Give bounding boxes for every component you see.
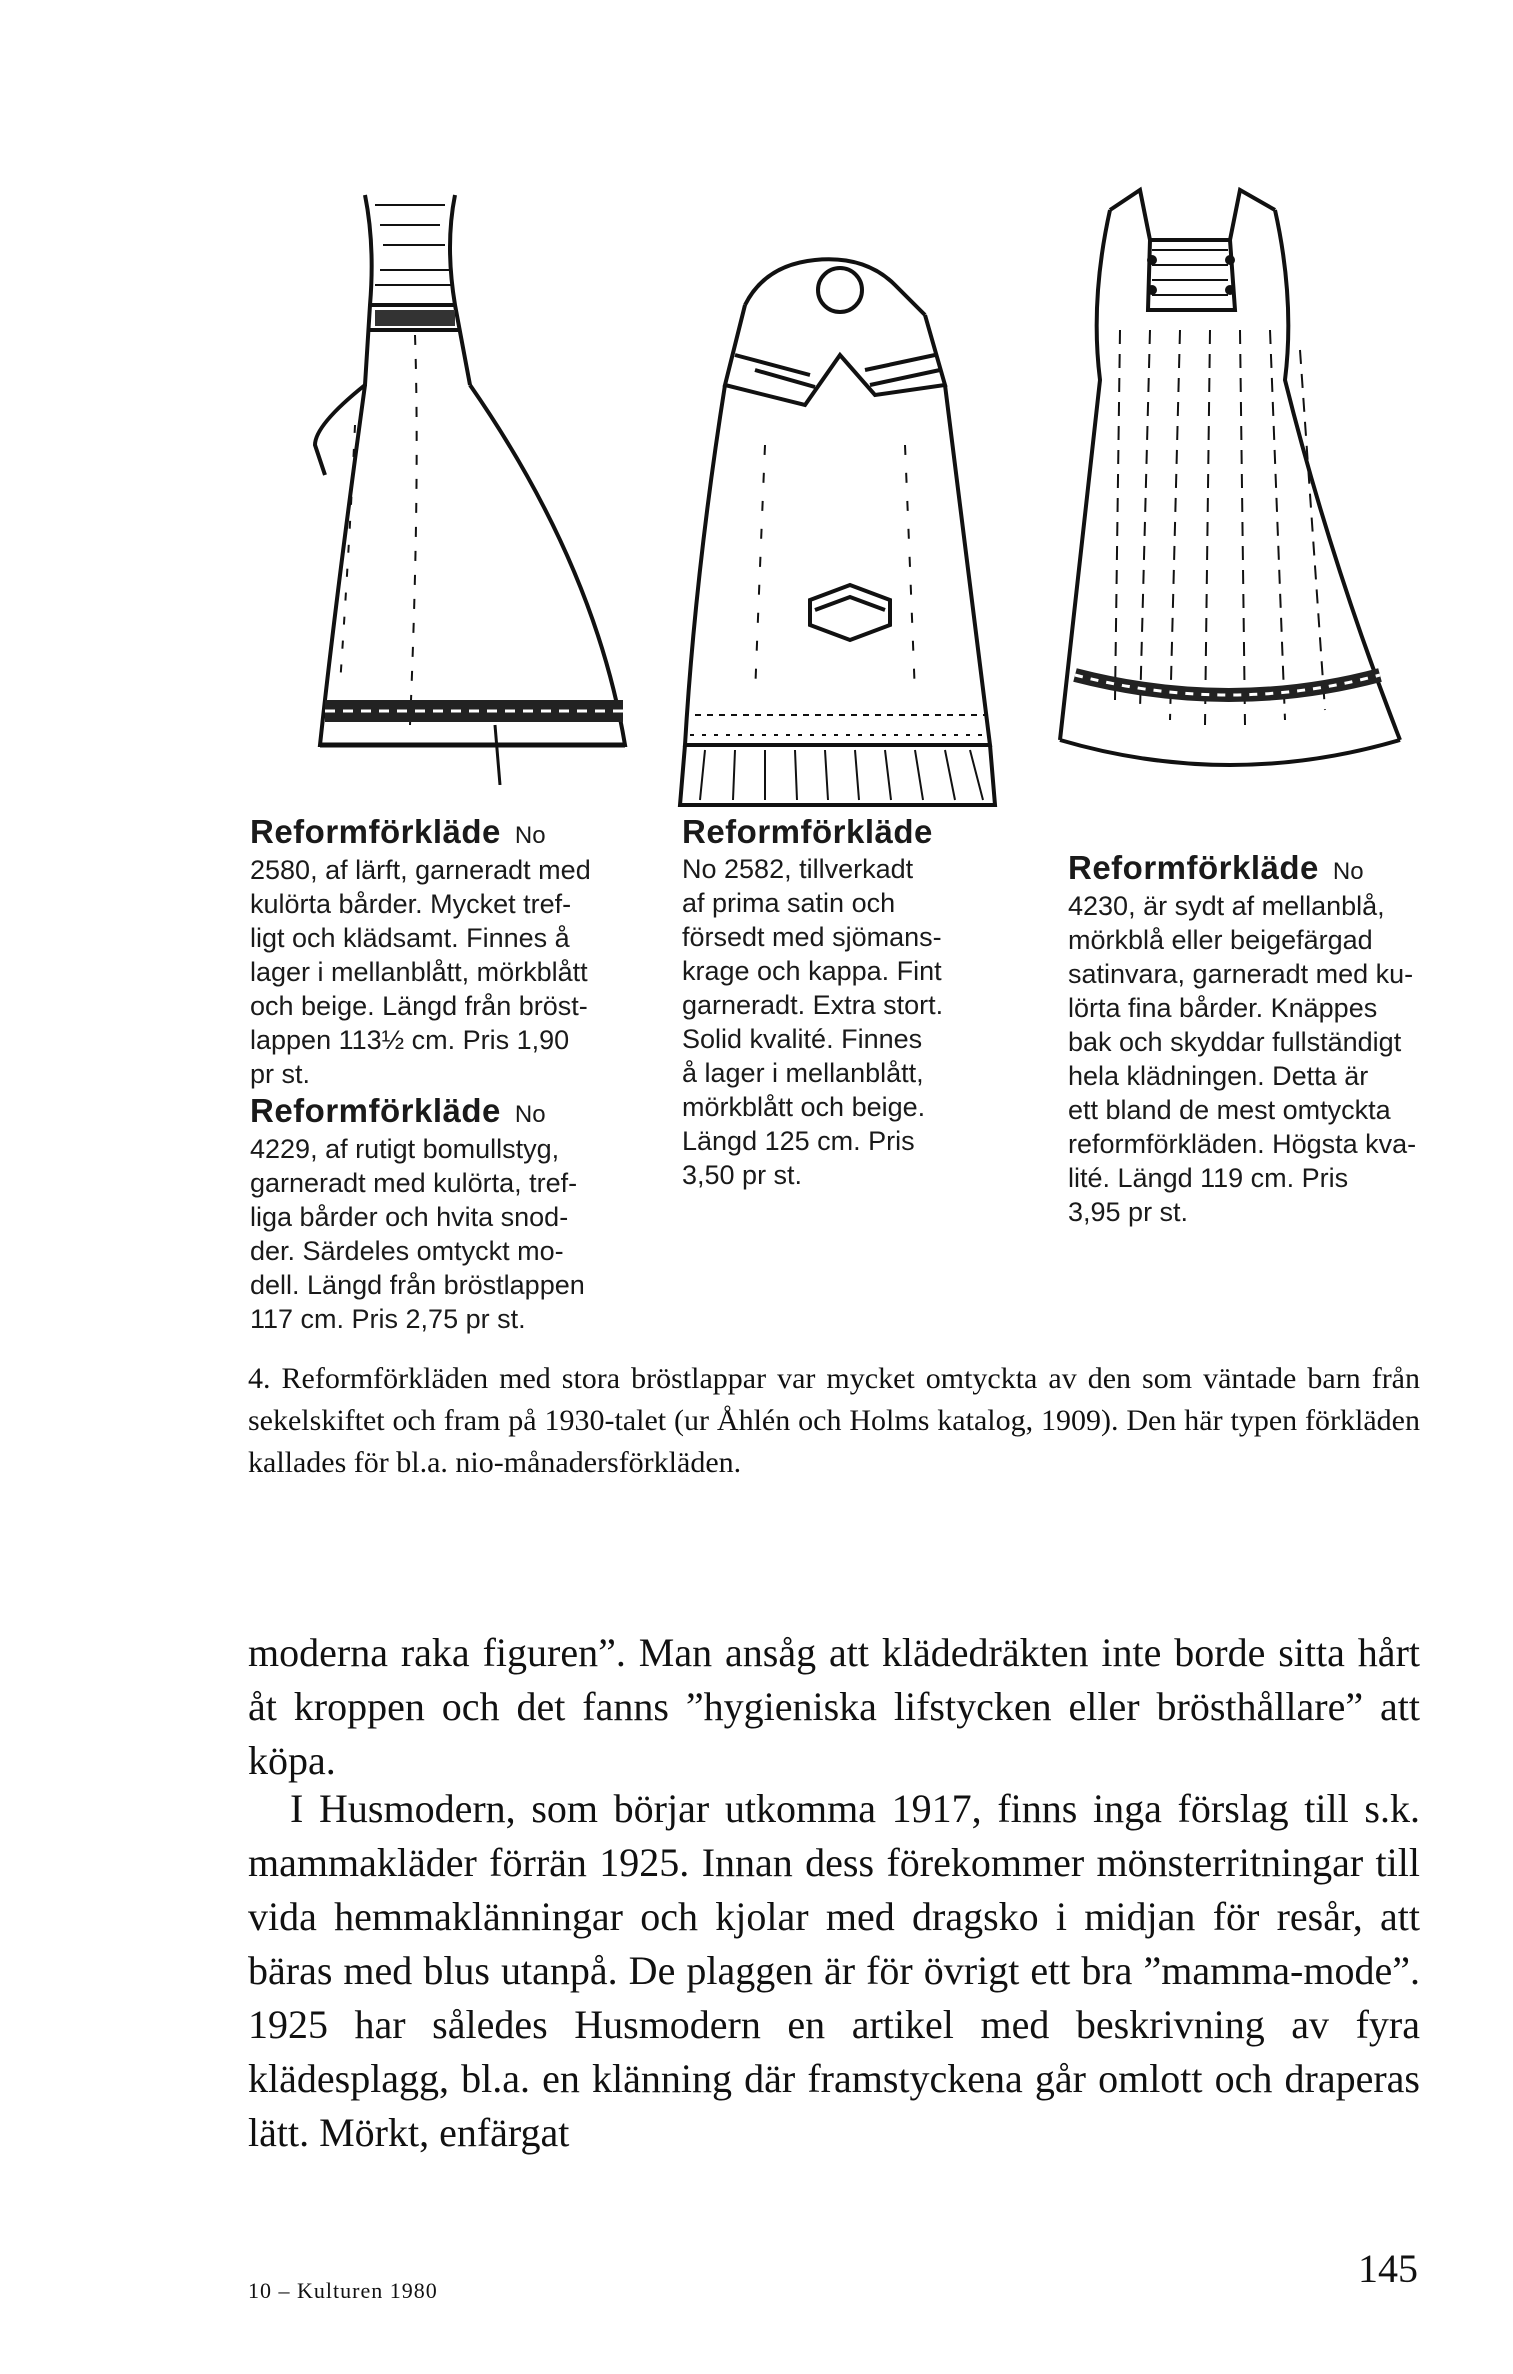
- catalog-line: ett bland de mest omtyckta: [1068, 1095, 1391, 1125]
- catalog-item-number-label: No: [514, 1101, 546, 1128]
- catalog-line: 3,50 pr st.: [682, 1160, 803, 1190]
- catalog-line: försedt med sjömans-: [682, 922, 942, 952]
- catalog-item-title: Reformförkläde: [682, 813, 933, 850]
- catalog-line: reformförkläden. Högsta kva-: [1068, 1129, 1417, 1159]
- catalog-line: ligt och klädsamt. Finnes å: [250, 923, 570, 953]
- catalog-line: 3,95 pr st.: [1068, 1197, 1189, 1227]
- catalog-column-2: [682, 812, 1012, 1192]
- catalog-line: der. Särdeles omtyckt mo-: [250, 1236, 564, 1266]
- catalog-line: garneradt. Extra stort.: [682, 990, 944, 1020]
- figure-caption: 4. Reformförkläden med stora bröstlappar var mycket omtyckta av den som väntade barn från sekelskiftet och fram på 1930-talet (ur Åhlén och Holms katalog, 1909). Den här typen förkläden kallades för bl.a. nio-månadersförkläden.: [248, 1362, 1420, 1479]
- catalog-line: lappen 113½ cm. Pris 1,90: [250, 1025, 570, 1055]
- catalog-line: af prima satin och: [682, 888, 896, 918]
- catalog-line: 4229, af rutigt bomullstyg,: [250, 1134, 560, 1164]
- catalog-column-1: [250, 812, 660, 1336]
- catalog-item-title: Reformförkläde: [1068, 849, 1319, 886]
- catalog-line: satinvara, garneradt med ku-: [1068, 959, 1414, 989]
- catalog-line: 4230, är sydt af mellanblå,: [1068, 891, 1385, 921]
- footer-source: 10 – Kulturen 1980: [248, 2278, 438, 2303]
- catalog-line: 117 cm. Pris 2,75 pr st.: [250, 1304, 526, 1334]
- catalog-line: å lager i mellanblått,: [682, 1058, 924, 1088]
- catalog-line: lager i mellanblått, mörkblått: [250, 957, 588, 987]
- catalog-line: Längd 125 cm. Pris: [682, 1126, 915, 1156]
- catalog-line: Solid kvalité. Finnes: [682, 1024, 923, 1054]
- catalog-line: lörta fina bårder. Knäppes: [1068, 993, 1378, 1023]
- catalog-line: krage och kappa. Fint: [682, 956, 942, 986]
- catalog-line: pr st.: [250, 1059, 311, 1089]
- catalog-line: bak och skyddar fullständigt: [1068, 1027, 1402, 1057]
- catalog-line: och beige. Längd från bröst-: [250, 991, 588, 1021]
- catalog-line: dell. Längd från bröstlappen: [250, 1270, 585, 1300]
- catalog-column-3: [1068, 848, 1428, 1229]
- apron-sailor-collar-illustration: [665, 245, 1000, 820]
- catalog-item-title: Reformförkläde: [250, 1092, 501, 1129]
- catalog-line: mörkblått och beige.: [682, 1092, 926, 1122]
- catalog-line: No 2582, tillverkadt: [682, 854, 914, 884]
- page-number: 145: [1358, 2246, 1418, 2291]
- catalog-item-number-label: No: [514, 822, 546, 849]
- catalog-item-title: Reformförkläde: [250, 813, 501, 850]
- pinafore-dress-illustration: [1040, 180, 1420, 820]
- apron-bib-illustration: [295, 185, 635, 785]
- body-paragraph: moderna raka figuren”. Man ansåg att klädedräkten inte borde sitta hårt åt kroppen och det fanns ”hygieniska lifstycken eller brösthållare” att köpa.: [248, 1630, 1420, 1783]
- catalog-line: kulörta bårder. Mycket tref-: [250, 889, 572, 919]
- catalog-line: liga bårder och hvita snod-: [250, 1202, 569, 1232]
- catalog-line: 2580, af lärft, garneradt med: [250, 855, 591, 885]
- catalog-item-number-label: No: [1332, 858, 1364, 885]
- catalog-line: lité. Längd 119 cm. Pris: [1068, 1163, 1349, 1193]
- catalog-line: hela klädningen. Detta är: [1068, 1061, 1369, 1091]
- body-paragraph: I Husmodern, som börjar utkomma 1917, finns inga förslag till s.k. mammakläder förrän 1925. Innan dess förekommer mönsterritningar till vida hemmaklänningar och kjolar med dragsko i midjan för resår, att bäras med blus utanpå. De plaggen är för övrigt ett bra ”mamma-mode”. 1925 har således Husmodern en artikel med beskrivning av fyra klädesplagg, bl.a. en klänning där framstyckena går omlott och draperas lätt. Mörkt, enfärgat: [248, 1786, 1420, 2155]
- catalog-line: mörkblå eller beigefärgad: [1068, 925, 1373, 955]
- catalog-line: garneradt med kulörta, tref-: [250, 1168, 578, 1198]
